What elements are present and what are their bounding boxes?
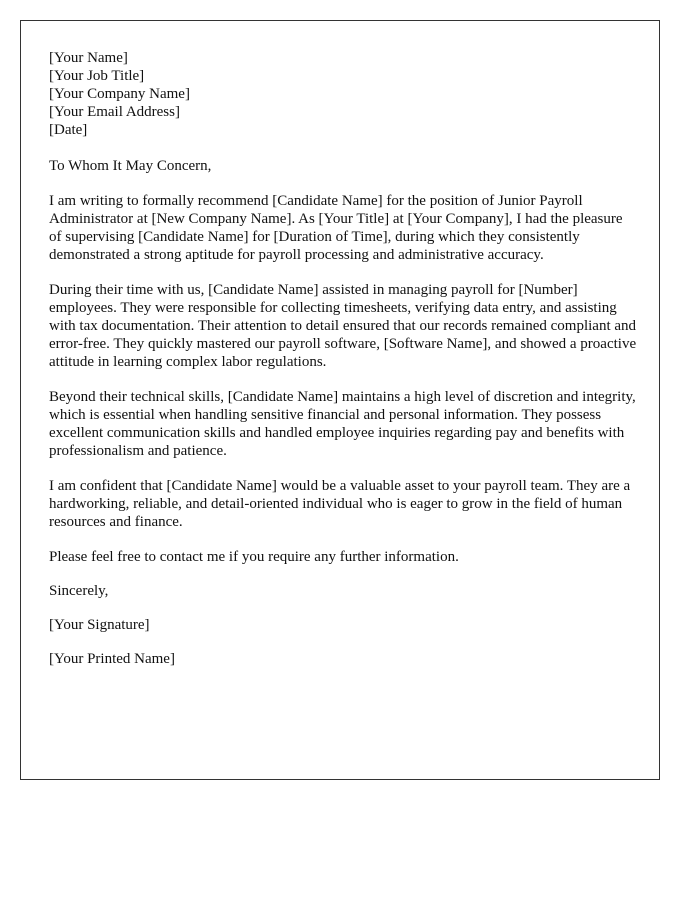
letter-page	[20, 20, 660, 780]
closing: Sincerely,	[49, 583, 109, 599]
sender-email: [Your Email Address]	[49, 104, 180, 120]
body-paragraph-3: Beyond their technical skills, [Candidate Name] maintains a high level of discretion and integrity, which is essential when handling sensitive financial and personal information. They possess excellent communication skills and handled employee inquiries regarding pay and benefits with professionalism and patience.	[49, 389, 636, 459]
body-paragraph-1: I am writing to formally recommend [Candidate Name] for the position of Junior Payroll Administrator at [New Company Name]. As [Your Title] at [Your Company], I had the pleasure of supervising [Candidate Name] for [Duration of Time], during which they consistently demonstrated a strong aptitude for payroll processing and administrative accuracy.	[49, 193, 623, 263]
body-paragraph-4: I am confident that [Candidate Name] would be a valuable asset to your payroll team. They are a hardworking, reliable, and detail-oriented individual who is eager to grow in the field of human resources and finance.	[49, 478, 631, 530]
signature: [Your Signature]	[49, 617, 150, 633]
body-paragraph-5: Please feel free to contact me if you require any further information.	[49, 549, 459, 565]
sender-company: [Your Company Name]	[49, 86, 190, 102]
sender-job-title: [Your Job Title]	[49, 68, 145, 84]
sender-name: [Your Name]	[49, 50, 128, 66]
greeting: To Whom It May Concern,	[49, 158, 212, 174]
body-paragraph-2: During their time with us, [Candidate Name] assisted in managing payroll for [Number] employees. They were responsible for collecting timesheets, verifying data entry, and assisting with tax documentation. Their attention to detail ensured that our records remained compliant and error-free. They quickly mastered our payroll software, [Software Name], and showed a proactive attitude in learning complex labor regulations.	[49, 282, 637, 370]
letter-date: [Date]	[49, 122, 88, 138]
letter-body	[49, 49, 637, 668]
sender-block	[49, 49, 637, 139]
printed-name: [Your Printed Name]	[49, 651, 175, 667]
